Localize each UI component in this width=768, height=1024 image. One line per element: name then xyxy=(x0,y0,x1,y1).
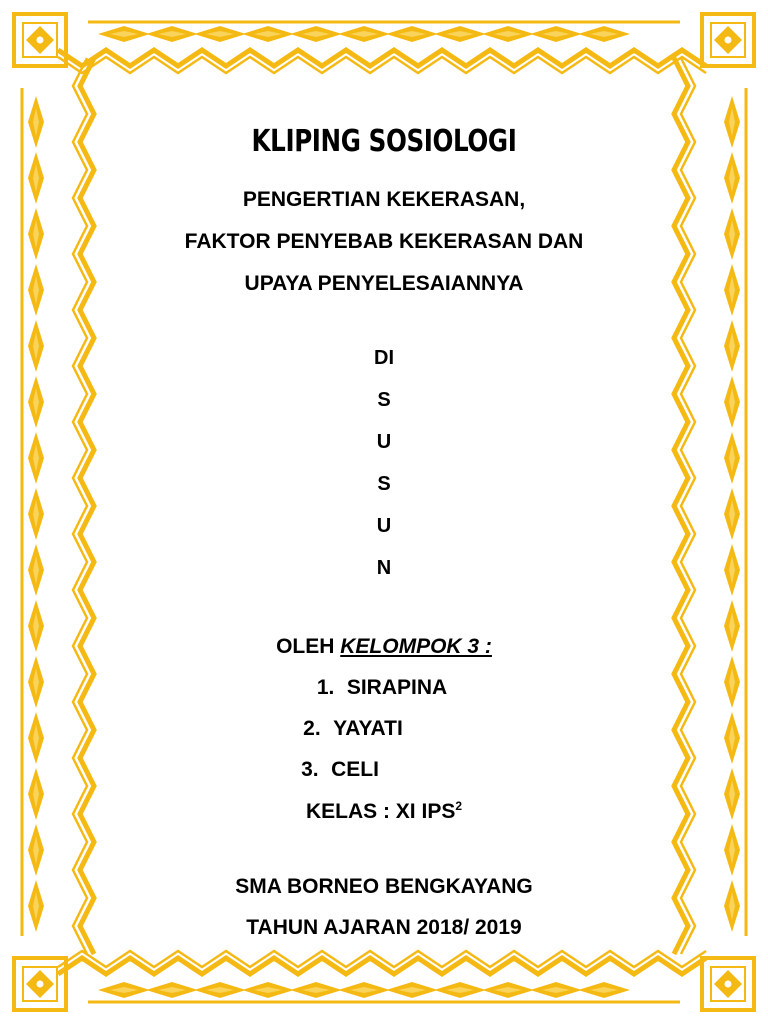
oleh-line xyxy=(0,635,768,659)
oleh-label: OLEH xyxy=(276,635,335,658)
document-title: KLIPING SOSIOLOGI xyxy=(251,124,517,159)
disusun-letter: DI xyxy=(374,347,394,369)
subtitle-line-3: UPAYA PENYELESAIANNYA xyxy=(244,272,524,295)
member-item xyxy=(0,676,766,700)
member-name: SIRAPINA xyxy=(346,676,448,699)
academic-year: TAHUN AJARAN 2018/ 2019 xyxy=(246,916,522,939)
member-number: 2. xyxy=(303,717,321,740)
member-name: YAYATI xyxy=(333,717,403,740)
class-line xyxy=(0,800,768,824)
disusun-letter: S xyxy=(377,389,391,411)
member-item xyxy=(0,758,724,782)
class-label: KELAS : XI IPS xyxy=(305,800,456,823)
member-number: 1. xyxy=(316,676,335,699)
subtitle-line-1: PENGERTIAN KEKERASAN, xyxy=(242,188,526,211)
school-name: SMA BORNEO BENGKAYANG xyxy=(235,875,533,898)
disusun-letter: U xyxy=(376,515,392,537)
member-name: CELI xyxy=(331,758,379,781)
disusun-letter: S xyxy=(377,473,391,495)
subtitle-line-2: FAKTOR PENYEBAB KEKERASAN DAN xyxy=(184,230,584,253)
disusun-letter: N xyxy=(376,557,392,579)
member-number: 3. xyxy=(301,758,319,781)
class-superscript: 2 xyxy=(455,799,463,813)
group-name: KELOMPOK 3 : xyxy=(340,635,492,658)
member-item xyxy=(0,717,737,741)
disusun-letter: U xyxy=(376,431,392,453)
